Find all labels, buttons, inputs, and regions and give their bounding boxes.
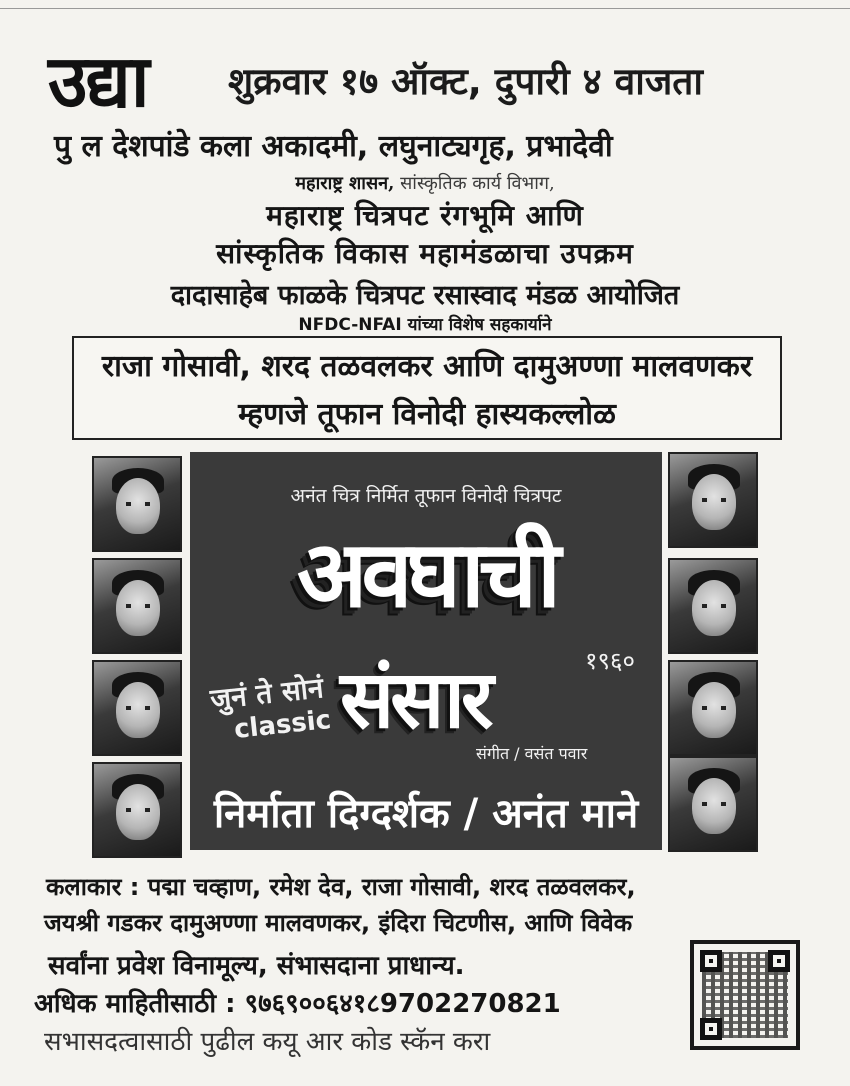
qr-instruction: सभासदत्वासाठी पुढील कयू आर कोड स्कॅन करा <box>44 1027 491 1057</box>
poster-title: अवघाची <box>297 521 555 628</box>
corporation-line-1: महाराष्ट्र चित्रपट रंगभूमि आणि <box>266 199 584 232</box>
actor-portrait <box>92 456 182 552</box>
free-entry-note: सर्वांना प्रवेश विनामूल्य, संभासदाना प्राधान्य. <box>48 951 465 981</box>
film-poster <box>190 452 662 850</box>
corporation-line-2: सांस्कृतिक विकास महामंडळाचा उपक्रम <box>216 237 634 270</box>
actor-portrait <box>668 660 758 756</box>
music-credit: संगीत / वसंत पवार <box>476 744 588 763</box>
comedy-cast-line: राजा गोसावी, शरद तळवलकर आणि दामुअण्णा मालवणकर <box>101 349 753 384</box>
actor-portrait <box>92 558 182 654</box>
event-date-time: शुक्रवार १७ ऑक्ट, दुपारी ४ वाजता <box>228 60 703 103</box>
actor-portrait <box>92 762 182 858</box>
actor-portrait <box>668 558 758 654</box>
headline-tomorrow: उद्या <box>48 39 148 123</box>
qr-finder-pattern <box>700 950 722 972</box>
qr-finder-pattern <box>700 1018 722 1040</box>
govt-name: महाराष्ट्र शासन, <box>295 173 395 194</box>
comedy-cast-box <box>72 336 782 440</box>
actor-portrait <box>92 660 182 756</box>
comedy-tagline: म्हणजे तूफान विनोदी हास्यकल्लोळ <box>238 397 616 432</box>
producer-director-credit: निर्माता दिग्दर्शक / अनंत माने <box>213 791 639 837</box>
organizer-line: दादासाहेब फाळके चित्रपट रसास्वाद मंडळ आयोजित <box>170 280 680 311</box>
artists-line-1: कलाकार : पद्मा चव्हाण, रमेश देव, राजा गोसावी, शरद तळवलकर, <box>46 873 636 901</box>
classic-label: classic <box>232 705 333 745</box>
collaboration-line: NFDC-NFAI यांच्या विशेष सहकार्याने <box>298 315 552 335</box>
poster-subtitle: संसार <box>340 653 490 746</box>
artists-line-2: जयश्री गडकर दामुअण्णा मालवणकर, इंदिरा चिटणीस, आणि विवेक <box>44 909 633 937</box>
poster-year: १९६० <box>585 647 635 675</box>
poster-tagline: अनंत चित्र निर्मित तूफान विनोदी चित्रपट <box>290 485 562 507</box>
contact-info: अधिक माहितीसाठी : ९७६९००६४१८9702270821 <box>34 989 561 1019</box>
event-venue: पु ल देशपांडे कला अकादमी, लघुनाट्यगृह, प्रभादेवी <box>54 129 613 164</box>
cultural-dept-name: सांस्कृतिक कार्य विभाग, <box>394 173 555 194</box>
qr-code[interactable] <box>690 940 800 1050</box>
qr-finder-pattern <box>768 950 790 972</box>
classic-slogan: जुनं ते सोनं <box>208 671 325 716</box>
page-top-rule <box>0 0 850 9</box>
actor-portrait <box>668 756 758 852</box>
govt-department-line <box>0 171 850 195</box>
actor-portrait <box>668 452 758 548</box>
